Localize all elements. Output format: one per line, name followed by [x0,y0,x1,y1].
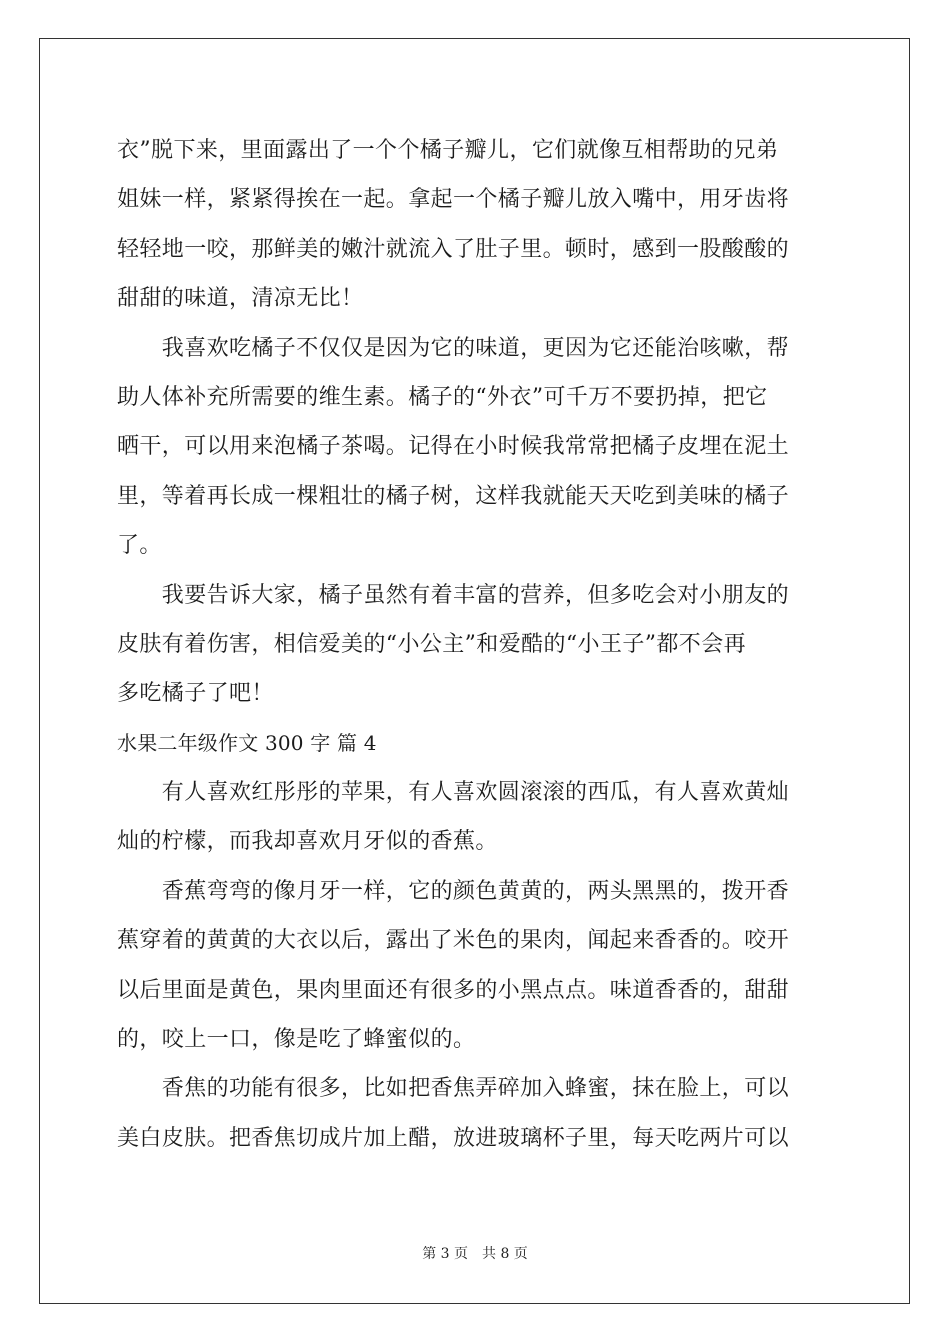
section-heading: 水果二年级作文 300 字 篇 4 [117,730,377,755]
page-footer [0,1243,950,1263]
paragraph-line: 灿的柠檬，而我却喜欢月牙似的香蕉。 [117,829,498,855]
paragraph-line: 有人喜欢红彤彤的苹果，有人喜欢圆滚滚的西瓜，有人喜欢黄灿 [117,780,790,806]
paragraph-line: 了。 [117,533,162,559]
paragraph-line: 我喜欢吃橘子不仅仅是因为它的味道，更因为它还能治咳嗽，帮 [117,335,790,361]
paragraph-line: 里，等着再长成一棵粗壮的橘子树，这样我就能天天吃到美味的橘子 [117,483,790,509]
document-body [117,126,833,1163]
paragraph-line: 香蕉弯弯的像月牙一样，它的颜色黄黄的，两头黑黑的，拨开香 [117,878,790,904]
total-pages: 共 8 页 [482,1246,528,1262]
paragraph-line: 轻轻地一咬，那鲜美的嫩汁就流入了肚子里。顿时，感到一股酸酸的 [117,236,790,262]
paragraph-line: 香焦的功能有很多，比如把香焦弄碎加入蜂蜜，抹在脸上，可以 [117,1076,790,1102]
paragraph-line: 助人体补充所需要的维生素。橘子的“外衣”可千万不要扔掉，把它 [117,384,768,410]
paragraph-line: 晒干，可以用来泡橘子茶喝。记得在小时候我常常把橘子皮埋在泥土 [117,434,790,460]
paragraph-line: 多吃橘子了吧！ [117,681,274,707]
current-page-number: 第 3 页 [422,1246,468,1262]
paragraph-line: 我要告诉大家，橘子虽然有着丰富的营养，但多吃会对小朋友的 [117,582,790,608]
paragraph-line: 蕉穿着的黄黄的大衣以后，露出了米色的果肉，闻起来香香的。咬开 [117,928,790,954]
paragraph-line: 衣”脱下来，里面露出了一个个橘子瓣儿，它们就像互相帮助的兄弟 [117,138,779,163]
paragraph-line: 以后里面是黄色，果肉里面还有很多的小黑点点。味道香香的，甜甜 [117,977,790,1003]
paragraph-line: 美白皮肤。把香焦切成片加上醋，放进玻璃杯子里，每天吃两片可以 [117,1125,790,1151]
paragraph-line: 姐妹一样，紧紧得挨在一起。拿起一个橘子瓣儿放入嘴中，用牙齿将 [117,187,790,213]
paragraph-line: 甜甜的味道，清凉无比！ [117,286,364,312]
paragraph-line: 的，咬上一口，像是吃了蜂蜜似的。 [117,1027,476,1053]
paragraph-line: 皮肤有着伤害，相信爱美的“小公主”和爱酷的“小王子”都不会再 [117,631,746,657]
